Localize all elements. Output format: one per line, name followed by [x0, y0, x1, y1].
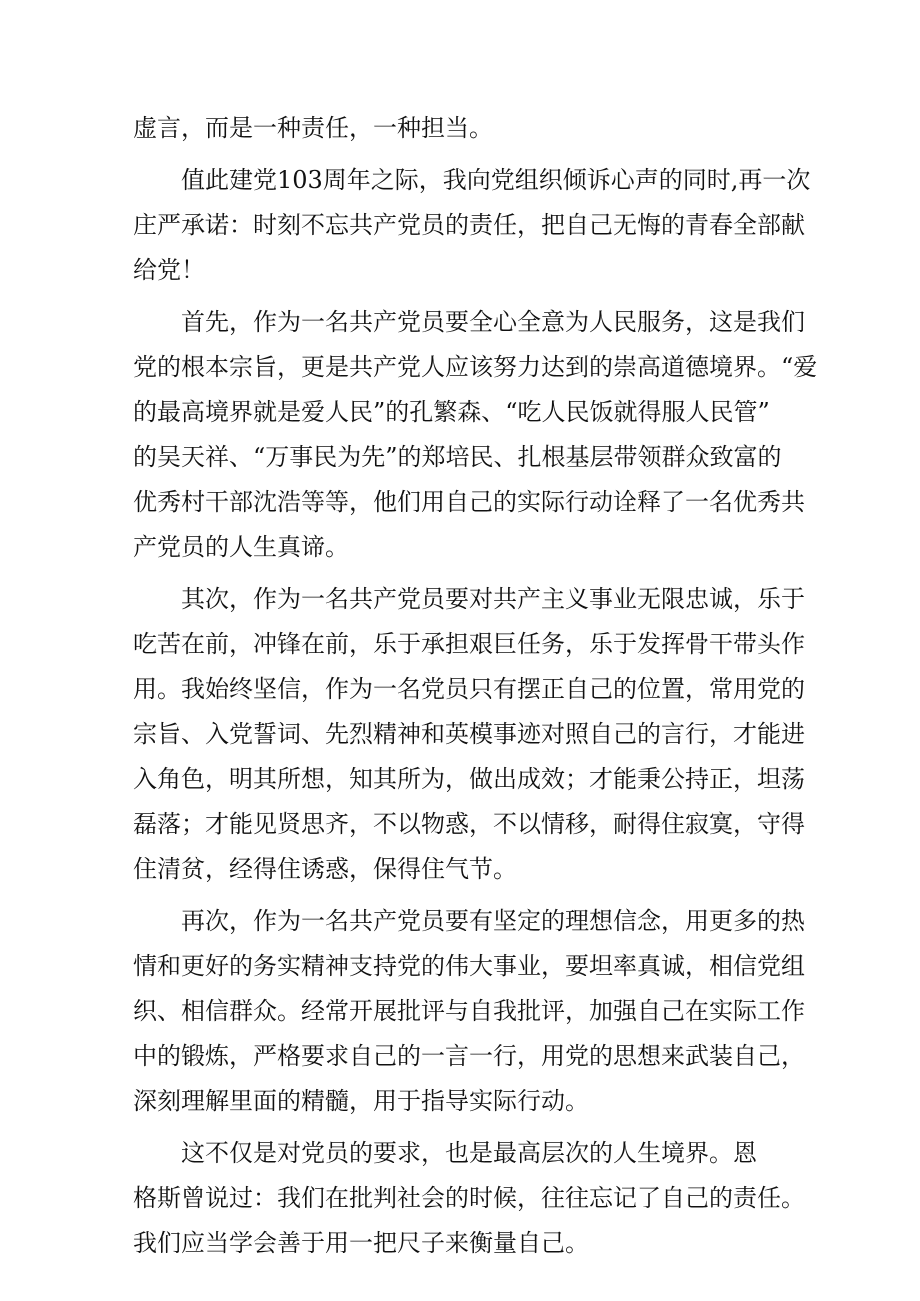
text-line: 情和更好的务实精神支持党的伟大事业，要坦率真诚，相信党组 [133, 952, 805, 980]
text-line: 产党员的人生真谛。 [133, 533, 349, 561]
text-line: 庄严承诺：时刻不忘共产党员的责任，把自己无悔的青春全部献 [133, 211, 805, 239]
text-line: 吃苦在前，冲锋在前，乐于承担艰巨任务，乐于发挥骨干带头作 [133, 630, 805, 658]
paragraph [133, 106, 793, 151]
text-line: 宗旨、入党誓词、先烈精神和英模事迹对照自己的言行，才能进 [133, 720, 805, 748]
text-line: 磊落；才能见贤思齐，不以物惑，不以情移，耐得住寂寞，守得 [133, 810, 805, 838]
paragraph [133, 577, 805, 892]
text-line: 入角色，明其所想，知其所为，做出成效；才能秉公持正，坦荡 [133, 765, 805, 793]
text-line: 的最高境界就是爱人民”的孔繁森、“吃人民饭就得服人民管” [133, 398, 770, 426]
text-line: 用。我始终坚信，作为一名党员只有摆正自己的位置，常用党的 [133, 675, 805, 703]
text-line: 的吴天祥、“万事民为先”的郑培民、扎根基层带领群众致富的 [133, 443, 782, 471]
paragraph [133, 899, 805, 1124]
text-line: 格斯曾说过：我们在批判社会的时候，往往忘记了自己的责任。 [133, 1184, 805, 1212]
text-line: 其次，作为一名共产党员要对共产主义事业无限忠诚，乐于 [181, 585, 805, 613]
paragraph [133, 158, 811, 293]
text-line: 这不仅是对党员的要求，也是最高层次的人生境界。恩 [181, 1139, 757, 1167]
text-line: 值此建党103周年之际，我向党组织倾诉心声的同时,再一次 [181, 166, 811, 194]
text-line: 深刻理解里面的精髓，用于指导实际行动。 [133, 1087, 589, 1115]
text-line: 织、相信群众。经常开展批评与自我批评，加强自己在实际工作 [133, 997, 805, 1025]
text-line: 再次，作为一名共产党员要有坚定的理想信念，用更多的热 [181, 907, 805, 935]
text-line: 给党！ [133, 256, 205, 284]
text-line: 住清贫，经得住诱惑，保得住气节。 [133, 855, 517, 883]
document-body [133, 106, 818, 1266]
paragraph [133, 300, 818, 570]
text-line: 优秀村干部沈浩等等，他们用自己的实际行动诠释了一名优秀共 [133, 488, 805, 516]
text-line: 党的根本宗旨，更是共产党人应该努力达到的崇高道德境界。“爱 [133, 353, 818, 381]
text-line: 首先，作为一名共产党员要全心全意为人民服务，这是我们 [181, 308, 805, 336]
text-line: 中的锻炼，严格要求自己的一言一行，用党的思想来武装自己， [133, 1042, 805, 1070]
text-line: 虚言，而是一种责任，一种担当。 [133, 114, 493, 142]
text-line: 我们应当学会善于用一把尺子来衡量自己。 [133, 1229, 589, 1257]
paragraph [133, 1131, 805, 1266]
